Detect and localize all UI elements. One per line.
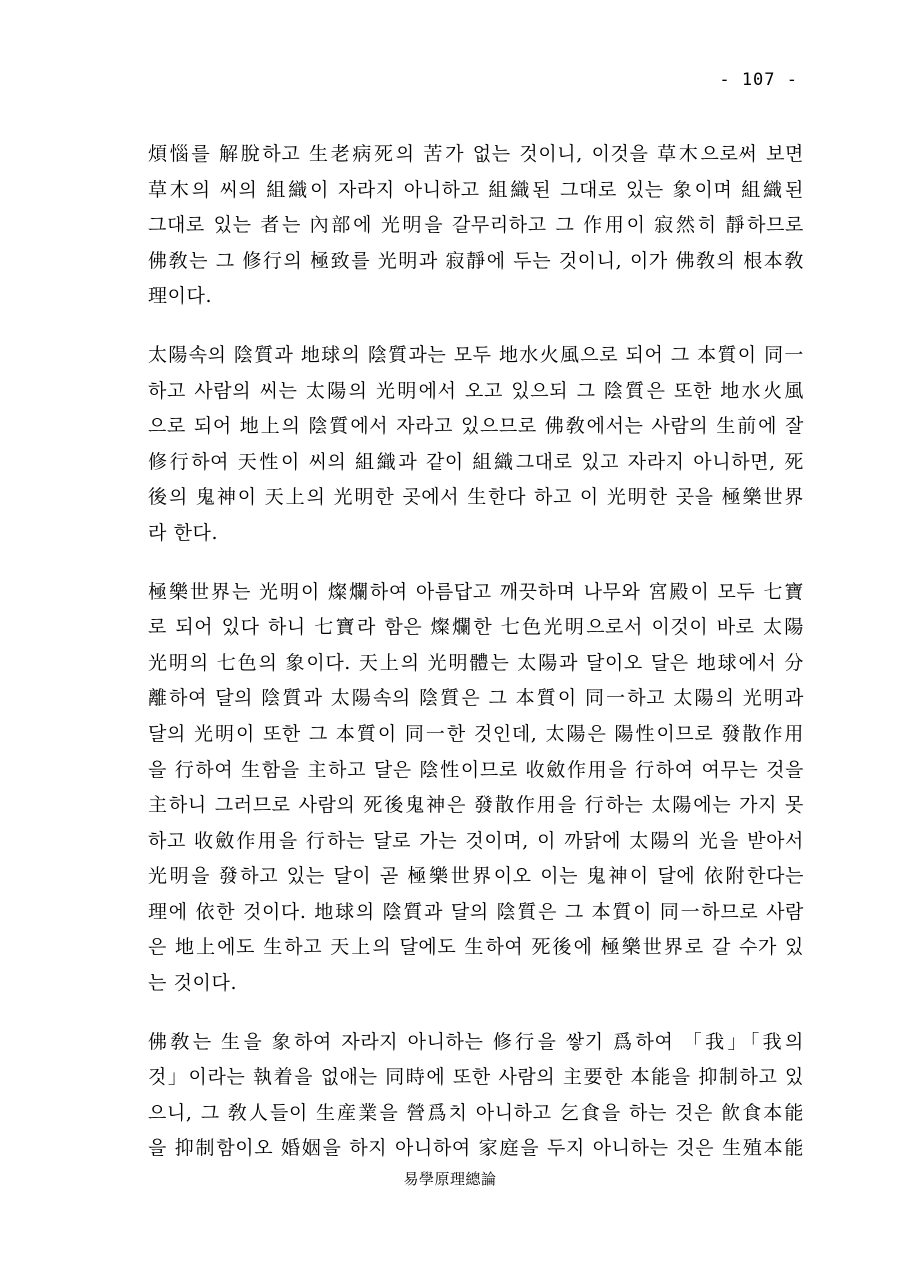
- text-line: 光明을 發하고 있는 달이 곧 極樂世界이오 이는 鬼神이 달에 依附한다는: [148, 865, 804, 888]
- text-line: 을 行하여 生함을 主하고 달은 陰性이므로 收斂作用을 行하여 여무는 것을: [148, 758, 804, 781]
- text-line: 草木의 씨의 組織이 자라지 아니하고 組織된 그대로 있는 象이며 組織된: [148, 178, 804, 201]
- text-line: 그대로 있는 者는 內部에 光明을 갈무리하고 그 作用이 寂然히 靜하므로: [148, 214, 804, 237]
- text-line: 라 한다.: [148, 521, 219, 544]
- text-line: 달의 光明이 또한 그 本質이 同一한 것인데, 太陽은 陽性이므로 發散作用: [148, 722, 804, 745]
- body-text: [148, 137, 804, 1167]
- text-line: 極樂世界는 光明이 燦爛하여 아름답고 깨끗하며 나무와 宮殿이 모두 七寶: [148, 580, 804, 603]
- text-line: 主하니 그러므로 사람의 死後鬼神은 發散作用을 行하는 太陽에는 가지 못: [148, 794, 804, 817]
- text-line: 것」이라는 執着을 없애는 同時에 또한 사람의 主要한 本能을 抑制하고 있: [148, 1066, 804, 1089]
- paragraph-2: [148, 338, 804, 552]
- text-line: 은 地上에도 生하고 天上의 달에도 生하여 死後에 極樂世界로 갈 수가 있: [148, 936, 804, 959]
- text-line: 하고 사람의 씨는 太陽의 光明에서 오고 있으되 그 陰質은 또한 地水火風: [148, 379, 804, 402]
- text-line: 煩惱를 解脫하고 生老病死의 苦가 없는 것이니, 이것을 草木으로써 보면: [148, 143, 804, 165]
- paragraph-gap: [148, 1002, 804, 1025]
- text-line: 는 것이다.: [148, 972, 238, 995]
- paragraph-gap: [148, 552, 804, 575]
- text-line: 로 되어 있다 하니 七寶라 함은 燦爛한 七色光明으로서 이것이 바로 太陽: [148, 616, 804, 639]
- text-line: 으로 되어 地上의 陰質에서 자라고 있으므로 佛敎에서는 사람의 生前에 잘: [148, 415, 804, 438]
- text-line: 을 抑制함이오 婚姻을 하지 아니하여 家庭을 두지 아니하는 것은 生殖本能: [148, 1137, 804, 1160]
- text-line: 佛敎는 그 修行의 極致를 光明과 寂靜에 두는 것이니, 이가 佛敎의 根本敎: [148, 249, 804, 272]
- text-line: 으니, 그 敎人들이 生産業을 營爲치 아니하고 乞食을 하는 것은 飮食本能: [148, 1101, 804, 1124]
- page-number: - 107 -: [719, 70, 798, 90]
- paragraph-1: [148, 137, 804, 315]
- paragraph-4: [148, 1025, 804, 1167]
- text-line: 後의 鬼神이 天上의 光明한 곳에서 生한다 하고 이 光明한 곳을 極樂世界: [148, 486, 804, 509]
- paragraph-3: [148, 575, 804, 1002]
- text-line: 離하여 달의 陰質과 太陽속의 陰質은 그 本質이 同一하고 太陽의 光明과: [148, 687, 804, 710]
- text-line: 하고 收斂作用을 行하는 달로 가는 것이며, 이 까닭에 太陽의 光을 받아서: [148, 829, 804, 852]
- running-footer-title: 易學原理總論: [403, 1170, 497, 1188]
- text-line: 理이다.: [148, 285, 213, 308]
- text-line: 光明의 七色의 象이다. 天上의 光明體는 太陽과 달이오 달은 地球에서 分: [148, 651, 804, 674]
- text-line: 理에 依한 것이다. 地球의 陰質과 달의 陰質은 그 本質이 同一하므로 사람: [148, 900, 804, 923]
- paragraph-gap: [148, 315, 804, 338]
- text-line: 太陽속의 陰質과 地球의 陰質과는 모두 地水火風으로 되어 그 本質이 同一: [148, 343, 804, 366]
- text-line: 修行하여 天性이 씨의 組織과 같이 組織그대로 있고 자라지 아니하면, 死: [148, 450, 804, 473]
- text-line: 佛敎는 生을 象하여 자라지 아니하는 修行을 쌓기 爲하여 「我」「我의: [148, 1030, 804, 1053]
